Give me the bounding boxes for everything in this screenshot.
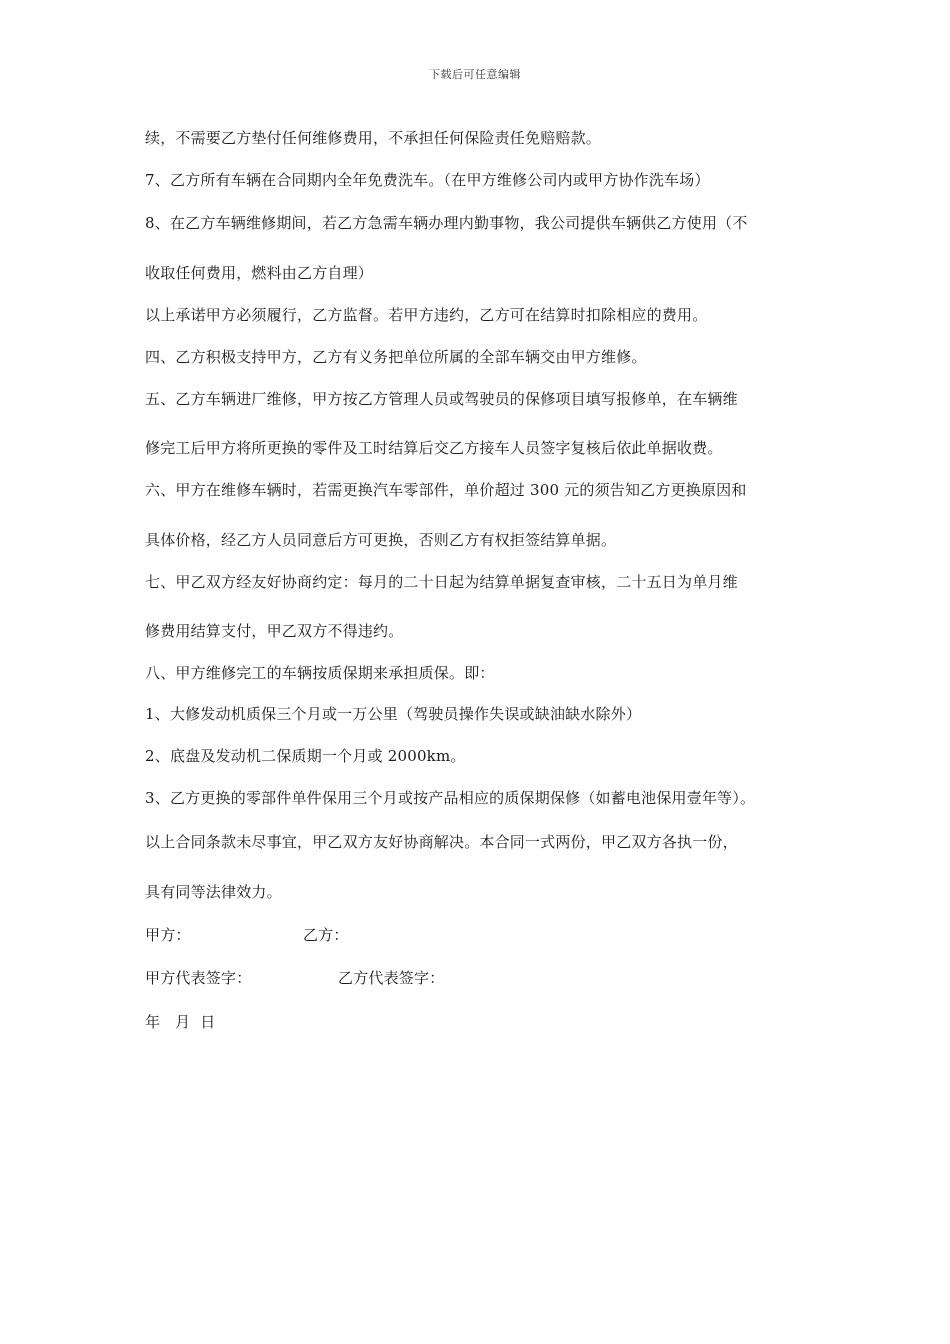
body-line: 五、乙方车辆进厂维修，甲方按乙方管理人员或驾驶员的保修项目填写报修单，在车辆维 [145,390,738,408]
body-line: 修费用结算支付，甲乙双方不得违约。 [145,622,404,640]
party-b-representative-label: 乙方代表签字： [338,969,445,987]
body-line: 四、乙方积极支持甲方，乙方有义务把单位所属的全部车辆交由甲方维修。 [145,348,647,366]
body-line: 八、甲方维修完工的车辆按质保期来承担质保。即： [145,664,495,682]
date-line: 年 月 日 [145,1013,216,1031]
page-header: 下载后可任意编辑 [429,68,521,81]
party-a-label: 甲方： [145,926,191,944]
body-line: 7、乙方所有车辆在合同期内全年免费洗车。（在甲方维修公司内或甲方协作洗车场） [145,171,710,189]
party-b-label: 乙方： [303,926,349,944]
party-a-representative-label: 甲方代表签字： [145,969,252,987]
body-line: 以上承诺甲方必须履行，乙方监督。若甲方违约，乙方可在结算时扣除相应的费用。 [145,306,708,324]
body-line: 七、甲乙双方经友好协商约定：每月的二十日起为结算单据复查审核，二十五日为单月维 [145,573,738,591]
body-line: 1、大修发动机质保三个月或一万公里（驾驶员操作失误或缺油缺水除外） [145,705,642,723]
body-line: 以上合同条款未尽事宜，甲乙双方友好协商解决。本合同一式两份，甲乙双方各执一份， [145,833,738,851]
body-line: 具有同等法律效力。 [145,883,282,901]
body-line: 六、甲方在维修车辆时，若需更换汽车零部件，单价超过 300 元的须告知乙方更换原因和 [145,481,747,499]
body-line: 3、乙方更换的零部件单件保用三个月或按产品相应的质保期保修（如蓄电池保用壹年等）。 [145,789,756,807]
body-line: 续，不需要乙方垫付任何维修费用，不承担任何保险责任免赔赔款。 [145,129,602,147]
body-line: 2、底盘及发动机二保质期一个月或 2000km。 [145,747,466,765]
body-line: 8、在乙方车辆维修期间，若乙方急需车辆办理内勤事物，我公司提供车辆供乙方使用（不 [145,214,748,232]
body-line: 具体价格，经乙方人员同意后方可更换，否则乙方有权拒签结算单据。 [145,531,617,549]
body-line: 收取任何费用，燃料由乙方自理） [145,264,374,282]
body-line: 修完工后甲方将所更换的零件及工时结算后交乙方接车人员签字复核后依此单据收费。 [145,439,723,457]
